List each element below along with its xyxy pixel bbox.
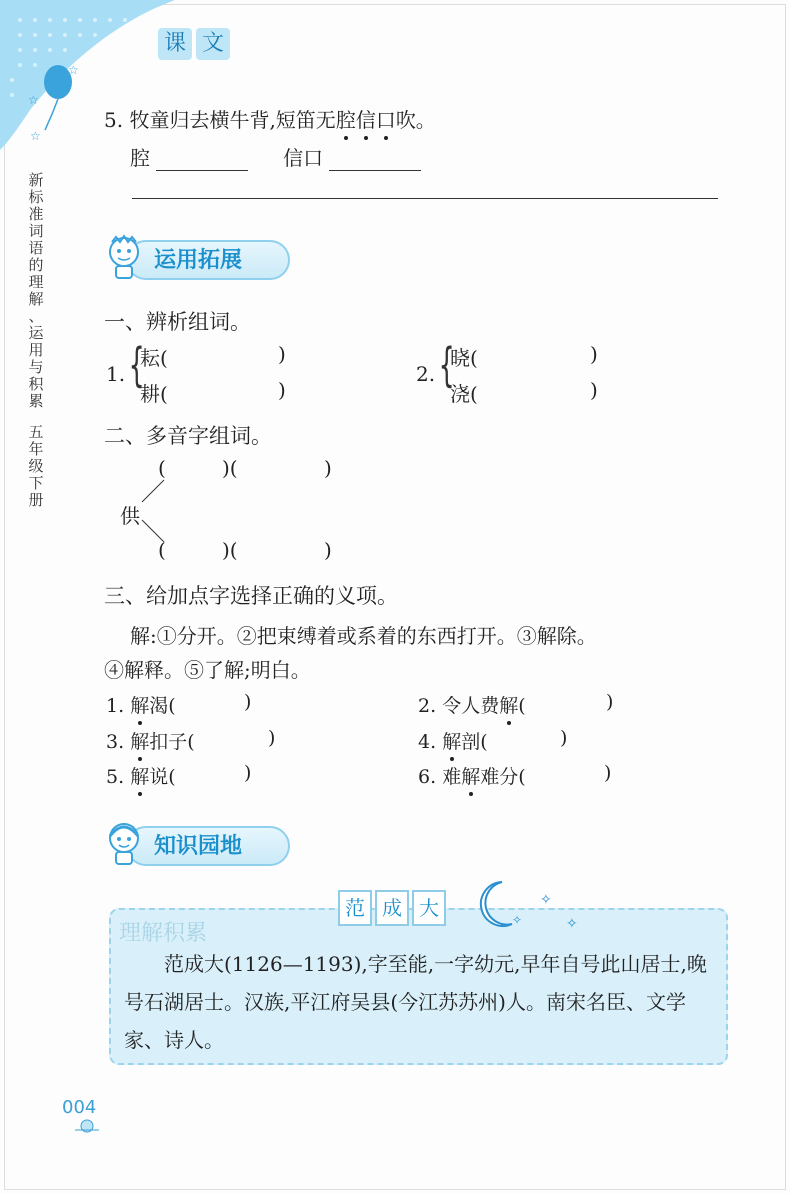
section-banner-knowledge [104, 824, 294, 864]
q5-text: 牧童归去横牛背,短笛无 [129, 108, 336, 132]
section-title: 运用拓展 [154, 248, 243, 273]
dotted-char: 信 [356, 104, 376, 133]
part1-row: 耘( ) [140, 342, 286, 370]
sidebar-char: 词 [28, 222, 44, 240]
q5-answer-row [130, 142, 421, 171]
title-char: 大 [412, 890, 446, 926]
item-number: 2. [416, 362, 436, 386]
dotted-char: 口 [376, 104, 396, 133]
svg-text:☆: ☆ [68, 63, 79, 77]
answer-blank[interactable] [329, 150, 421, 171]
definition-text: 解:①分开。②把束缚着或系着的东西打开。③解除。 [130, 624, 597, 648]
knowledge-box-ghost-label: 理解积累 [119, 921, 208, 946]
section-title: 知识园地 [154, 834, 243, 859]
knowledge-box-title [338, 890, 446, 926]
moon-stars-icon [472, 876, 592, 936]
sidebar-char: 用 [28, 341, 44, 359]
part1-row: 浇( ) [450, 378, 598, 406]
q5-word-label: 信口 [283, 146, 324, 170]
sidebar-char: 、 [28, 307, 44, 325]
q5-line [104, 104, 436, 133]
knowledge-paragraph: 范成大(1126—1193),字至能,一字幼元,早年自号此山居士,晚号石湖居士。汉族,平江府吴县(今江苏苏州)人。南宋名臣、文学家、诗人。 [124, 952, 707, 1052]
sidebar-char: 准 [28, 205, 44, 223]
sidebar-char: 新 [28, 171, 44, 189]
part2-top-row: ( )( ) [158, 456, 332, 480]
sidebar-grade-char: 年 [28, 440, 44, 458]
part3-item: 6. 难解难分( ) [418, 762, 612, 788]
sidebar-grade-char: 五 [28, 423, 44, 441]
sidebar-char: 运 [28, 324, 44, 342]
part3-item: 3. 解扣子( ) [106, 727, 276, 753]
q5-number: 5. [104, 108, 124, 132]
lesson-badge-char: 文 [196, 28, 230, 60]
svg-text:✧: ✧ [566, 916, 578, 932]
sidebar-char: 标 [28, 188, 44, 206]
svg-text:☆: ☆ [30, 129, 41, 143]
brace-icon: { [128, 338, 145, 392]
part3-item: 5. 解说( ) [106, 762, 252, 788]
item-number: 1. [106, 362, 126, 386]
lesson-badge [158, 28, 230, 60]
part2-bottom-row: ( )( ) [158, 538, 332, 562]
svg-text:✧: ✧ [512, 913, 523, 927]
sun-icon [72, 1118, 102, 1136]
sidebar-char: 解 [28, 290, 44, 308]
part2-heading: 二、多音字组词。 [104, 424, 272, 448]
dotted-char: 腔 [336, 104, 356, 133]
svg-text:☆: ☆ [28, 93, 39, 107]
title-char: 成 [375, 890, 409, 926]
part3-item: 1. 解渴( ) [106, 691, 252, 717]
kid-icon [104, 234, 148, 280]
section-banner-apply [104, 238, 294, 278]
q5-text-end: 吹。 [395, 108, 436, 132]
brace-icon: { [438, 338, 455, 392]
sidebar-char: 累 [28, 392, 44, 410]
sidebar-char: 积 [28, 375, 44, 393]
sidebar-char: 与 [28, 358, 44, 376]
sidebar-grade-char: 册 [28, 491, 44, 509]
page-number: 004 [62, 1097, 97, 1118]
q5-word-label: 腔 [130, 146, 150, 170]
answer-blank[interactable] [156, 150, 248, 171]
definition-text: ④解释。⑤了解;明白。 [104, 658, 311, 682]
svg-text:✧: ✧ [540, 892, 552, 908]
polyphone-char: 供 [120, 504, 140, 528]
part3-heading: 三、给加点字选择正确的义项。 [104, 584, 398, 608]
sidebar-char: 语 [28, 239, 44, 257]
lesson-badge-char: 课 [158, 28, 192, 60]
part1-row: 晓( ) [450, 342, 598, 370]
part3-item: 2. 令人费解( ) [418, 691, 614, 717]
part1-heading: 一、辨析组词。 [104, 310, 251, 334]
sidebar-grade-char: 下 [28, 474, 44, 492]
part3-item: 4. 解剖( ) [418, 727, 568, 753]
sidebar-char: 的 [28, 256, 44, 274]
sidebar-grade-char: 级 [28, 457, 44, 475]
girl-icon [104, 820, 148, 866]
branch-lines [140, 476, 170, 546]
answer-line[interactable] [132, 198, 718, 199]
sidebar-char: 理 [28, 273, 44, 291]
sidebar-book-title [24, 172, 48, 509]
part1-row: 耕( ) [140, 378, 286, 406]
title-char: 范 [338, 890, 372, 926]
